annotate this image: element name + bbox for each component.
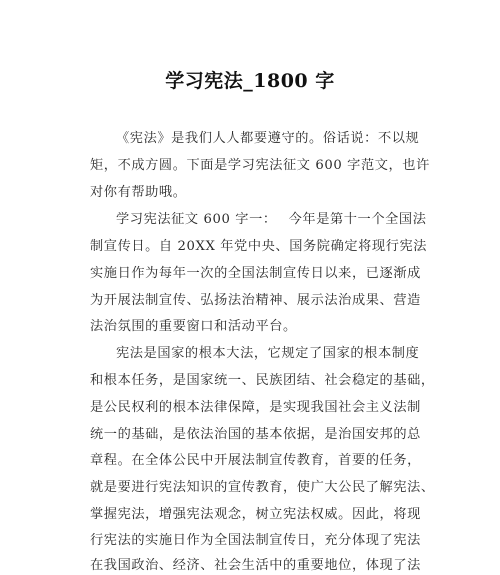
paragraph-line: 矩，不成方圆。下面是学习宪法征文 600 字范文，也许 — [90, 158, 430, 173]
paragraph-line: 《宪法》是我们人人都要遵守的。俗话说：不以规 — [116, 131, 420, 146]
paragraph-line: 学习宪法征文 600 字一： 今年是第十一个全国法 — [116, 212, 427, 227]
paragraph-line: 统一的基础，是依法治国的基本依据，是治国安邦的总 — [90, 427, 421, 442]
paragraph-line: 法治氛围的重要窗口和活动平台。 — [90, 319, 297, 334]
paragraph-line: 对你有帮助哦。 — [90, 185, 187, 200]
paragraph-line: 为开展法制宣传、弘扬法治精神、展示法治成果、营造 — [90, 293, 421, 308]
paragraph-line: 制宣传日。自 20XX 年党中央、国务院确定将现行宪法 — [90, 239, 428, 254]
document-title: 学习宪法_1800 字 — [165, 70, 335, 92]
paragraph-line: 是公民权利的根本法律保障，是实现我国社会主义法制 — [90, 400, 421, 415]
paragraph-line: 实施日作为每年一次的全国法制宣传日以来，已逐渐成 — [90, 266, 421, 281]
paragraph-line: 就是要进行宪法知识的宣传教育，使广大公民了解宪法、 — [90, 480, 435, 495]
paragraph-line: 宪法是国家的根本大法，它规定了国家的根本制度 — [116, 346, 420, 361]
paragraph-line: 和根本任务，是国家统一、民族团结、社会稳定的基础， — [90, 373, 435, 388]
paragraph-line: 章程。在全体公民中开展法制宣传教育，首要的任务， — [90, 453, 421, 468]
paragraph-line: 行宪法的实施日作为全国法制宣传日，充分体现了宪法 — [90, 533, 421, 548]
paragraph-line: 掌握宪法，增强宪法观念，树立宪法权威。因此，将现 — [90, 507, 421, 522]
paragraph-line: 在我国政治、经济、社会生活中的重要地位，体现了法 — [90, 558, 421, 573]
